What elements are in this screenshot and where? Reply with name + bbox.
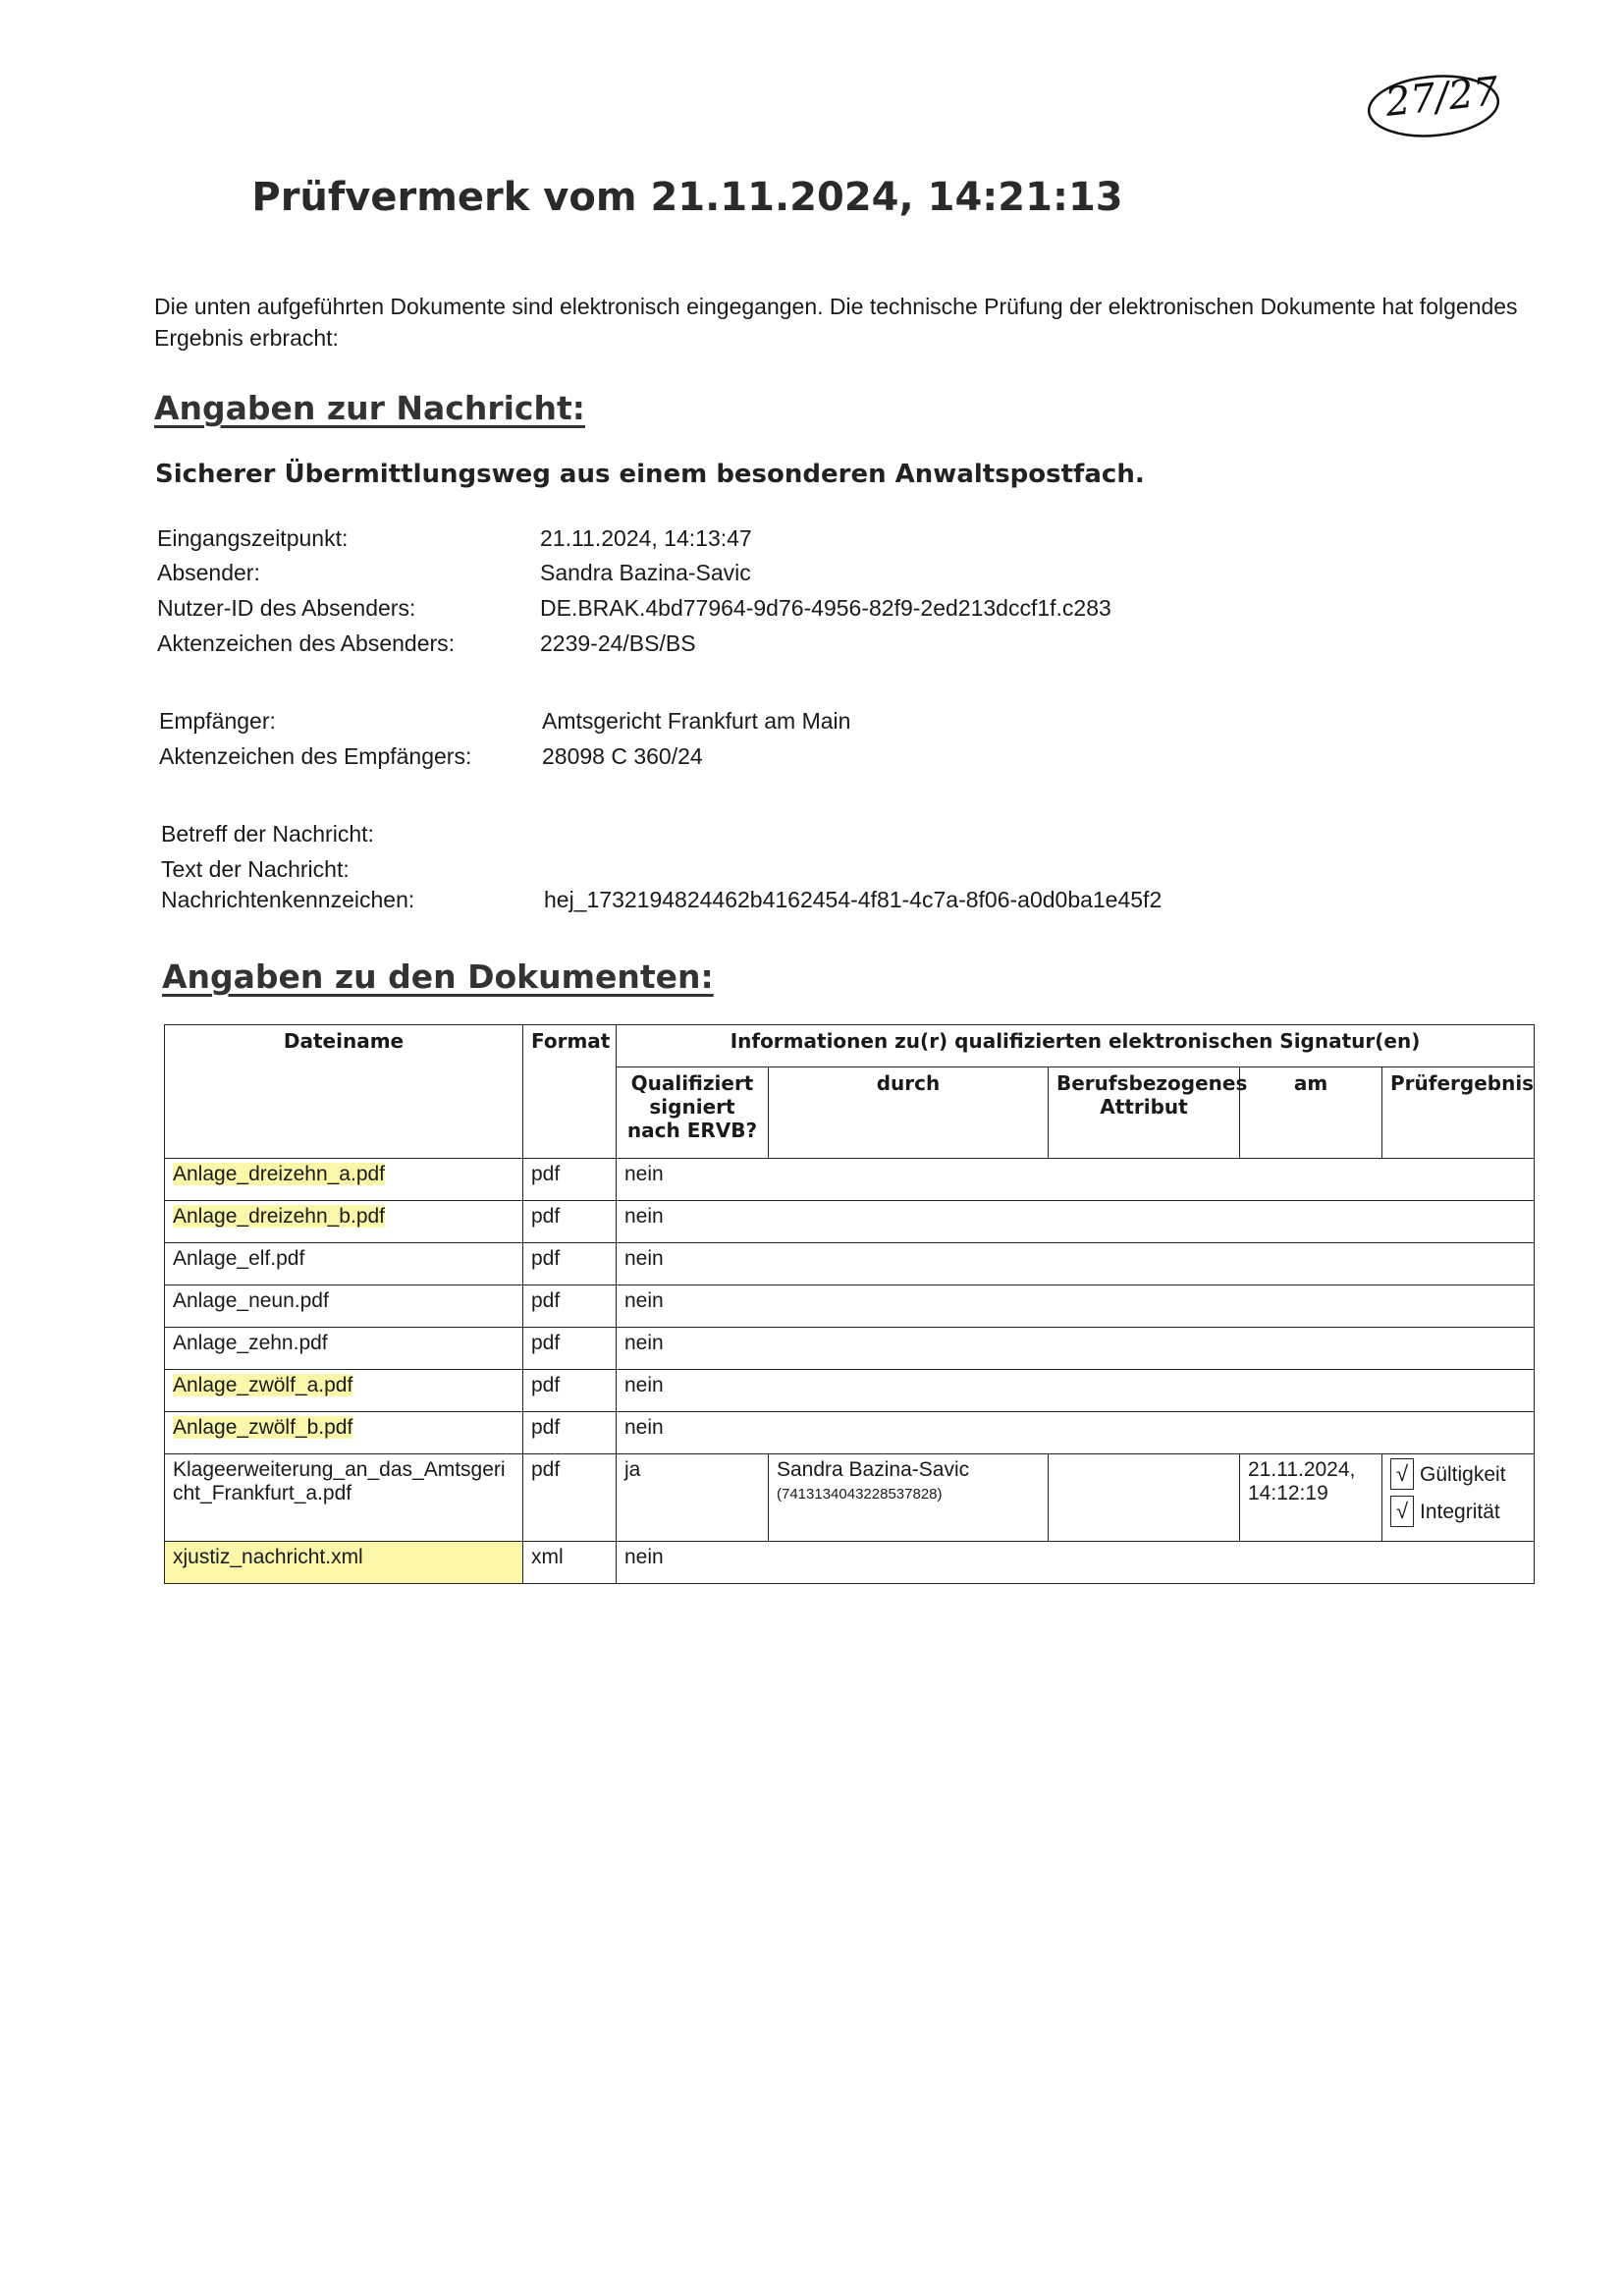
- highlighted-filename: xjustiz_nachricht.xml: [173, 1546, 363, 1568]
- table-row: [165, 1412, 1535, 1454]
- cell-qualifiziert: nein: [617, 1412, 1535, 1454]
- field-value: 21.11.2024, 14:13:47: [540, 525, 752, 551]
- cell-filename: Anlage_neun.pdf: [165, 1285, 523, 1328]
- table-row: [165, 1243, 1535, 1285]
- table-row: [165, 1542, 1535, 1584]
- cell-filename: [165, 1412, 523, 1454]
- field-label: Nutzer-ID des Absenders:: [157, 595, 416, 621]
- check-icon: √: [1390, 1496, 1414, 1527]
- cell-filename: [165, 1159, 523, 1201]
- field-label: Text der Nachricht:: [161, 856, 350, 882]
- highlighted-filename: Anlage_dreizehn_b.pdf: [173, 1205, 386, 1228]
- cell-qualifiziert: nein: [617, 1159, 1535, 1201]
- handwritten-page-number: [1360, 67, 1517, 145]
- page-number-text: 27/27: [1382, 69, 1501, 126]
- header-qualifiziert: Qualifiziert signiert nach ERVB?: [617, 1067, 769, 1159]
- field-label: Nachrichtenkennzeichen:: [161, 887, 415, 912]
- cell-filename: [165, 1370, 523, 1412]
- cell-qualifiziert: nein: [617, 1328, 1535, 1370]
- header-attribut: Berufsbezogenes Attribut: [1049, 1067, 1240, 1159]
- check-icon: √: [1390, 1458, 1414, 1490]
- field-value: DE.BRAK.4bd77964-9d76-4956-82f9-2ed213dccf1f.c283: [540, 595, 1111, 621]
- field-label: Aktenzeichen des Empfängers:: [159, 743, 472, 769]
- cell-filename: [165, 1542, 523, 1584]
- cell-am: 21.11.2024, 14:12:19: [1240, 1454, 1382, 1542]
- header-signatur-info: Informationen zu(r) qualifizierten elektronischen Signatur(en): [617, 1025, 1535, 1067]
- message-section-heading: Angaben zur Nachricht:: [154, 389, 585, 427]
- cell-qualifiziert: nein: [617, 1542, 1535, 1584]
- field-label: Eingangszeitpunkt:: [157, 525, 349, 551]
- check-label: Gültigkeit: [1420, 1463, 1506, 1486]
- cell-durch: [769, 1454, 1049, 1542]
- cell-format: pdf: [523, 1454, 617, 1542]
- header-durch: durch: [769, 1067, 1049, 1159]
- cell-format: pdf: [523, 1243, 617, 1285]
- cell-format: pdf: [523, 1328, 617, 1370]
- check-label: Integrität: [1420, 1501, 1500, 1523]
- header-pruefergebnis: Prüfergebnis: [1382, 1067, 1535, 1159]
- field-value: Amtsgericht Frankfurt am Main: [542, 708, 851, 734]
- cell-attribut: [1049, 1454, 1240, 1542]
- table-row: [165, 1159, 1535, 1201]
- cell-filename: Anlage_zehn.pdf: [165, 1328, 523, 1370]
- message-subheading: Sicherer Übermittlungsweg aus einem besonderen Anwaltspostfach.: [155, 460, 1145, 489]
- header-am: am: [1240, 1067, 1382, 1159]
- cell-format: xml: [523, 1542, 617, 1584]
- field-value: 28098 C 360/24: [542, 743, 703, 769]
- cell-filename: Klageerweiterung_an_das_Amtsgericht_Frankfurt_a.pdf: [165, 1454, 523, 1542]
- cell-qualifiziert: nein: [617, 1243, 1535, 1285]
- table-row: [165, 1328, 1535, 1370]
- field-label: Aktenzeichen des Absenders:: [157, 630, 456, 656]
- cell-format: pdf: [523, 1201, 617, 1243]
- cell-filename: [165, 1201, 523, 1243]
- field-value: Sandra Bazina-Savic: [540, 560, 751, 585]
- cell-pruefergebnis: [1382, 1454, 1535, 1542]
- field-value: 2239-24/BS/BS: [540, 630, 696, 656]
- cell-qualifiziert: nein: [617, 1201, 1535, 1243]
- table-row: [165, 1285, 1535, 1328]
- header-format: Format: [523, 1025, 617, 1159]
- highlighted-filename: Anlage_zwölf_b.pdf: [173, 1416, 353, 1439]
- field-label: Betreff der Nachricht:: [161, 821, 374, 847]
- cell-filename: Anlage_elf.pdf: [165, 1243, 523, 1285]
- field-value: hej_1732194824462b4162454-4f81-4c7a-8f06-a0d0ba1e45f2: [544, 887, 1163, 912]
- header-dateiname: Dateiname: [165, 1025, 523, 1159]
- table-row-signed: [165, 1454, 1535, 1542]
- cell-format: pdf: [523, 1412, 617, 1454]
- check-integritaet: [1390, 1496, 1526, 1527]
- cell-qualifiziert: nein: [617, 1285, 1535, 1328]
- cell-format: pdf: [523, 1159, 617, 1201]
- cell-format: pdf: [523, 1285, 617, 1328]
- documents-table: [164, 1024, 1535, 1584]
- check-gueltigkeit: [1390, 1458, 1526, 1490]
- cell-qualifiziert: ja: [617, 1454, 769, 1542]
- documents-section-heading: Angaben zu den Dokumenten:: [162, 957, 714, 996]
- page-title: Prüfvermerk vom 21.11.2024, 14:21:13: [251, 175, 1123, 220]
- intro-text: Die unten aufgeführten Dokumente sind elektronisch eingegangen. Die technische Prüfung der elektronischen Dokumente hat folgendes Ergebnis erbracht:: [154, 294, 1518, 351]
- signer-id: (7413134043228537828): [777, 1486, 943, 1503]
- cell-qualifiziert: nein: [617, 1370, 1535, 1412]
- field-label: Empfänger:: [159, 708, 276, 734]
- table-row: [165, 1370, 1535, 1412]
- signer-name: Sandra Bazina-Savic: [777, 1458, 970, 1481]
- highlighted-filename: Anlage_dreizehn_a.pdf: [173, 1163, 386, 1185]
- table-row: [165, 1201, 1535, 1243]
- highlighted-filename: Anlage_zwölf_a.pdf: [173, 1374, 353, 1396]
- field-label: Absender:: [157, 560, 260, 585]
- cell-format: pdf: [523, 1370, 617, 1412]
